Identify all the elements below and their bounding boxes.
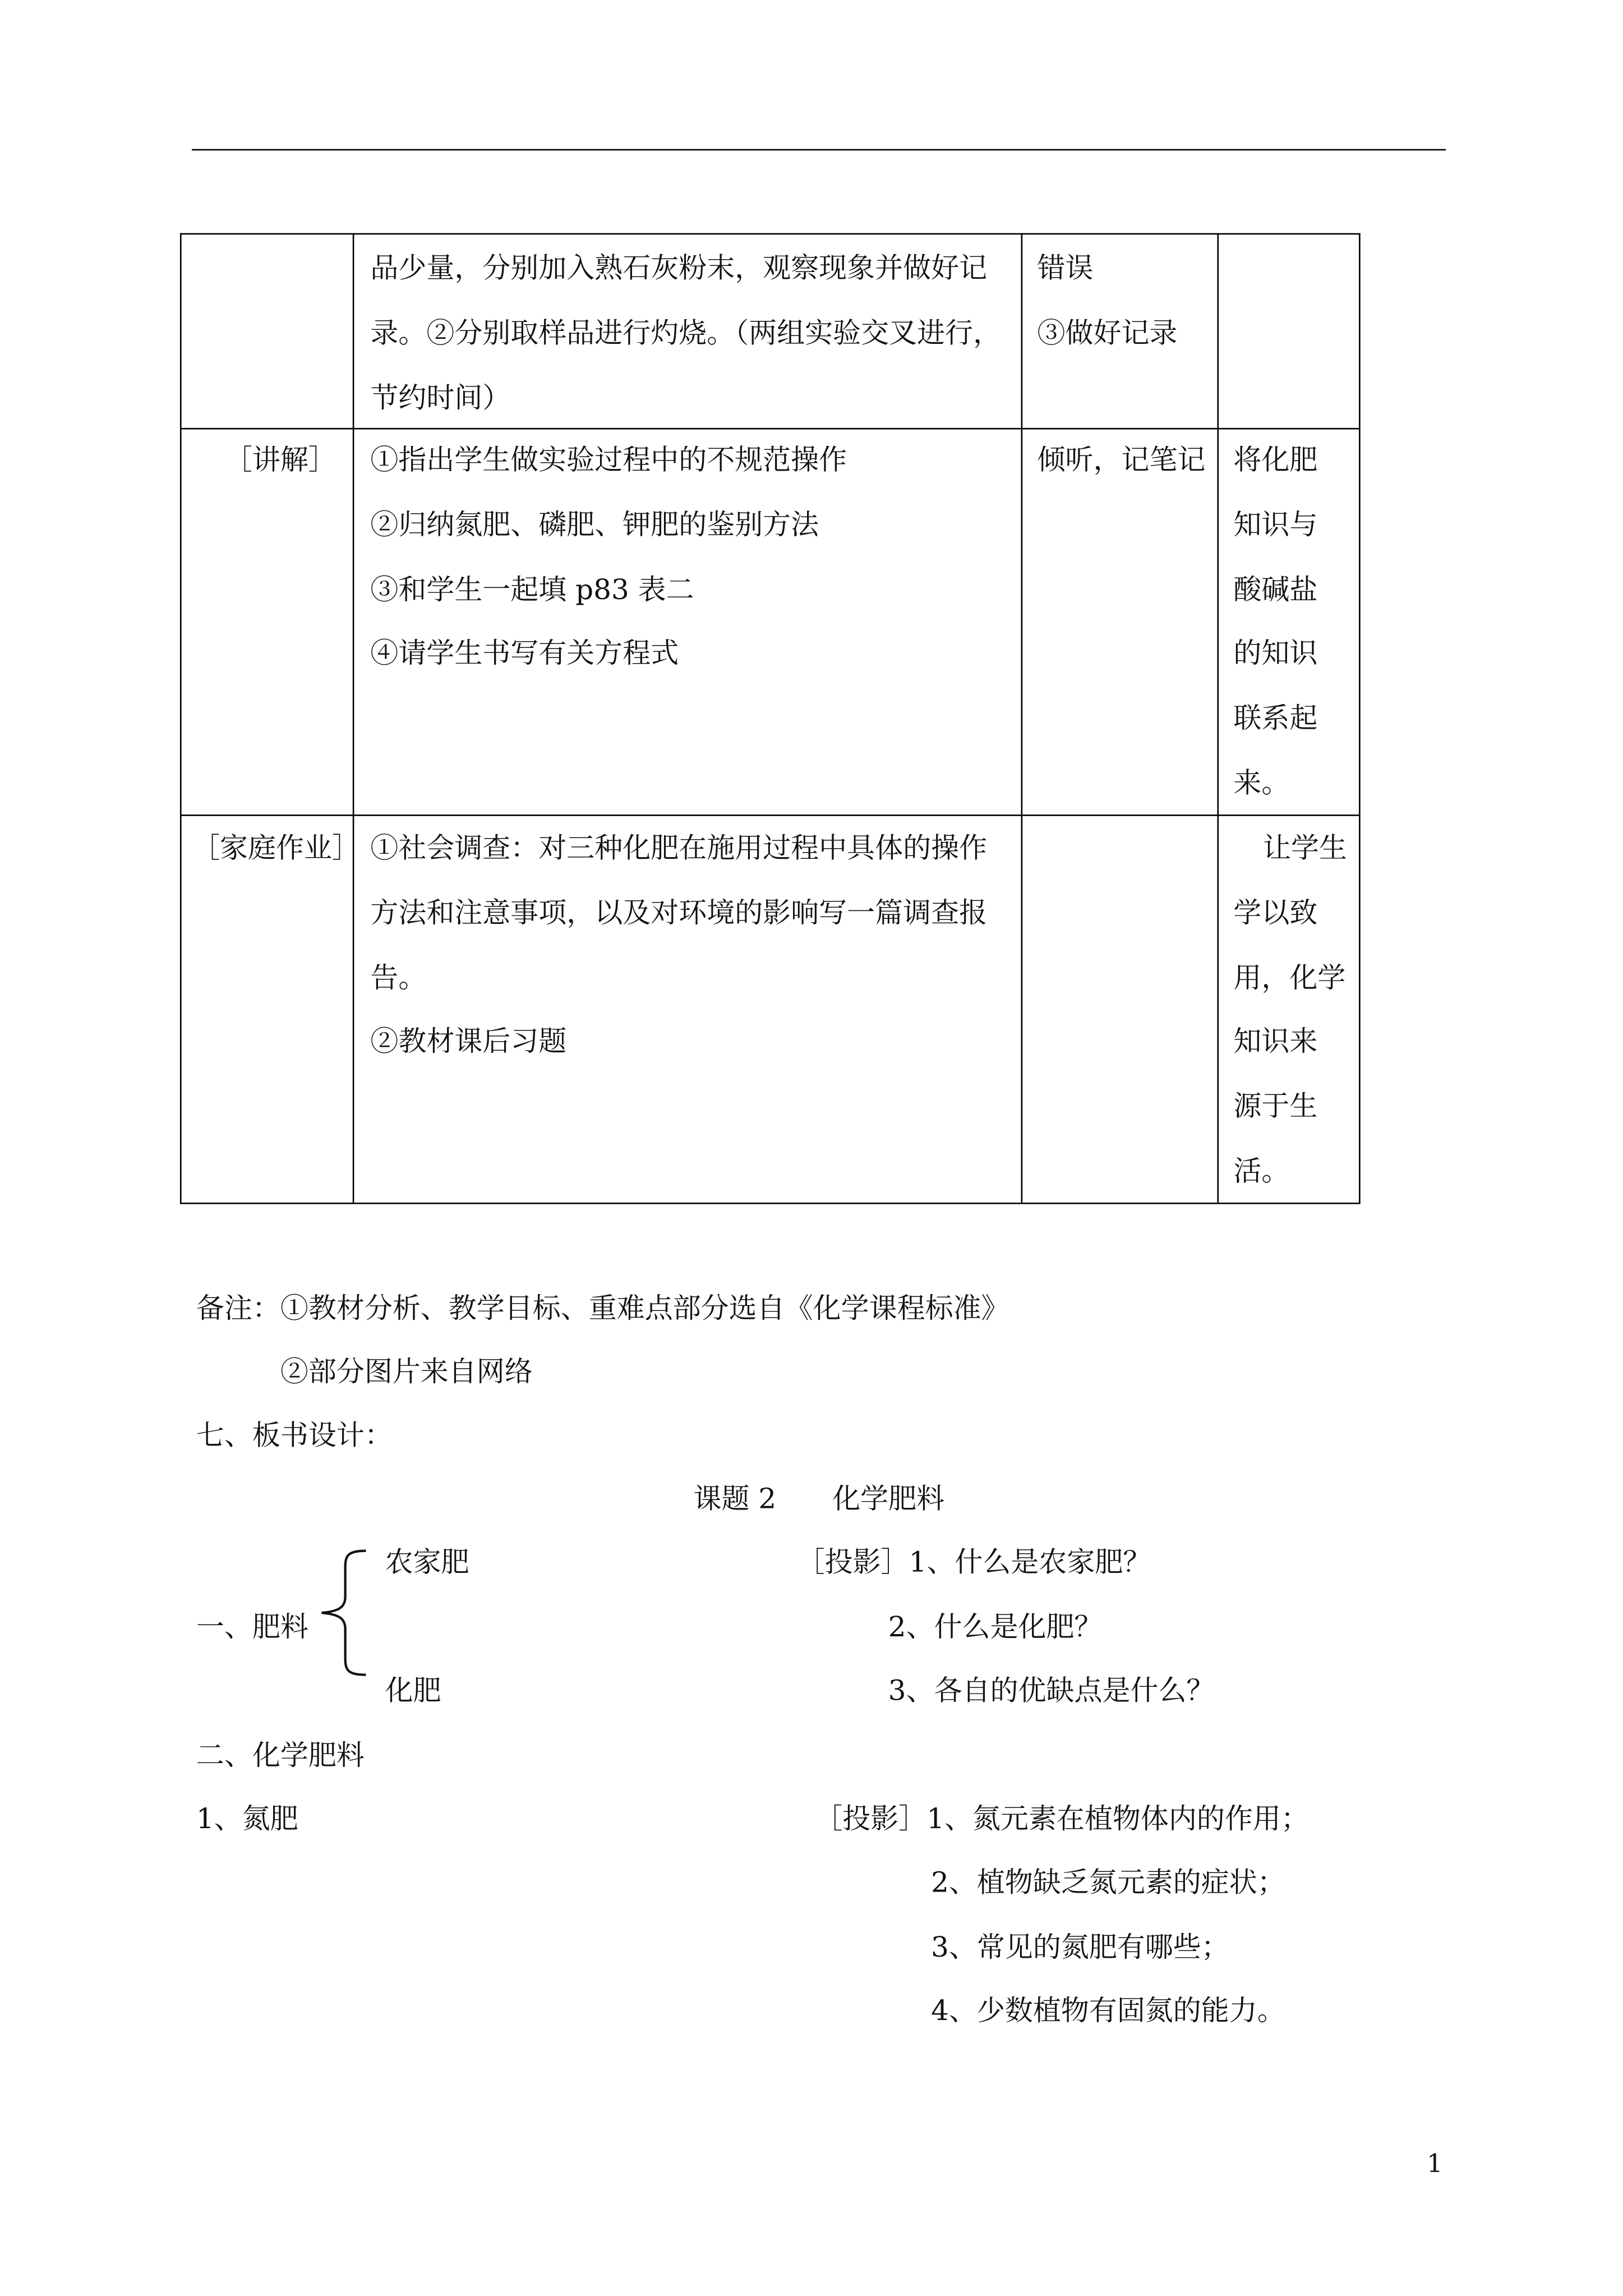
section-heading-board-design: 七、板书设计： — [196, 1419, 393, 1452]
table-border-right — [1359, 233, 1361, 1204]
cell-line: 学以致 — [1233, 896, 1318, 930]
board-fertilizer-top-item: 农家肥 — [385, 1546, 469, 1579]
table-column-divider — [353, 233, 354, 1204]
cell-line: ②教材课后习题 — [370, 1026, 567, 1059]
board-part-2-label: 二、化学肥料 — [196, 1740, 365, 1773]
cell-line: ［家庭作业］ — [192, 832, 360, 865]
board-item-1-projection-2: 2、植物缺乏氮元素的症状； — [931, 1866, 1285, 1899]
table-row-2-purpose — [1233, 429, 1345, 817]
board-item-1-label: 1、氮肥 — [196, 1803, 298, 1836]
table-row-2-student — [1038, 429, 1206, 494]
table-row-3-activity — [370, 817, 987, 1076]
notes-line-1: 备注：①教材分析、教学目标、重难点部分选自《化学课程标准》 — [196, 1292, 1009, 1326]
table-column-divider — [1217, 233, 1219, 1204]
board-projection-1: ［投影］1、什么是农家肥？ — [796, 1546, 1151, 1579]
table-row-divider — [180, 815, 1361, 816]
board-fertilizer-bottom-item: 化肥 — [385, 1674, 441, 1708]
cell-line: 节约时间） — [370, 381, 511, 415]
cell-line: 告。 — [370, 961, 427, 994]
cell-line: ②归纳氮肥、磷肥、钾肥的鉴别方法 — [370, 508, 819, 541]
cell-line: 知识来 — [1233, 1026, 1318, 1059]
cell-line: ①指出学生做实验过程中的不规范操作 — [370, 444, 847, 477]
header-rule — [192, 149, 1446, 151]
table-row-3-label — [192, 817, 360, 882]
cell-line: ④请学生书写有关方程式 — [370, 638, 679, 671]
cell-line: 倾听，记笔记 — [1037, 444, 1206, 477]
table-border-top — [180, 233, 1361, 235]
curly-brace-icon — [313, 1547, 372, 1680]
cell-line: 的知识 — [1233, 638, 1318, 671]
cell-line: 活。 — [1233, 1155, 1290, 1188]
cell-line: 让学生 — [1263, 832, 1348, 865]
table-row-2-label — [224, 429, 336, 494]
table-row-3-purpose — [1233, 817, 1347, 1205]
cell-line: 品少量，分别加入熟石灰粉末，观察现象并做好记 — [370, 252, 988, 285]
cell-line: 录。②分别取样品进行灼烧。（两组实验交叉进行， — [370, 317, 1002, 349]
page-number: 1 — [1427, 2150, 1443, 2180]
cell-line: ①社会调查：对三种化肥在施用过程中具体的操作 — [370, 832, 988, 865]
board-item-1-projection-1: ［投影］1、氮元素在植物体内的作用； — [814, 1803, 1309, 1836]
board-title: 课题 2 化学肥料 — [693, 1483, 945, 1516]
board-item-1-projection-3: 3、常见的氮肥有哪些； — [931, 1931, 1229, 1964]
table-row-2-activity — [370, 429, 847, 688]
table-border-bottom — [180, 1203, 1361, 1204]
cell-line: 将化肥 — [1233, 444, 1318, 477]
cell-line: ［讲解］ — [224, 444, 336, 477]
cell-line: 源于生 — [1233, 1091, 1318, 1124]
cell-line: 方法和注意事项，以及对环境的影响写一篇调查报 — [370, 896, 988, 930]
cell-line: 联系起 — [1233, 702, 1318, 735]
table-row-1-activity — [370, 238, 1001, 432]
board-projection-2: 2、什么是化肥？ — [888, 1611, 1103, 1644]
board-item-1-projection-4: 4、少数植物有固氮的能力。 — [931, 1995, 1285, 2028]
board-projection-3: 3、各自的优缺点是什么？ — [888, 1674, 1215, 1708]
cell-line: 酸碱盐 — [1233, 573, 1318, 606]
cell-line: ③做好记录 — [1037, 317, 1178, 349]
cell-line: 来。 — [1233, 767, 1290, 800]
cell-line: 知识与 — [1233, 508, 1318, 541]
table-row-1-student — [1038, 238, 1178, 367]
table-border-left — [180, 233, 182, 1204]
table-column-divider — [1021, 233, 1023, 1204]
board-part-1-label: 一、肥料 — [196, 1611, 308, 1644]
cell-line: 用，化学 — [1233, 961, 1346, 994]
notes-line-2: ②部分图片来自网络 — [280, 1356, 533, 1389]
cell-line: 错误 — [1037, 252, 1094, 285]
cell-line: ③和学生一起填 p83 表二 — [370, 573, 694, 606]
